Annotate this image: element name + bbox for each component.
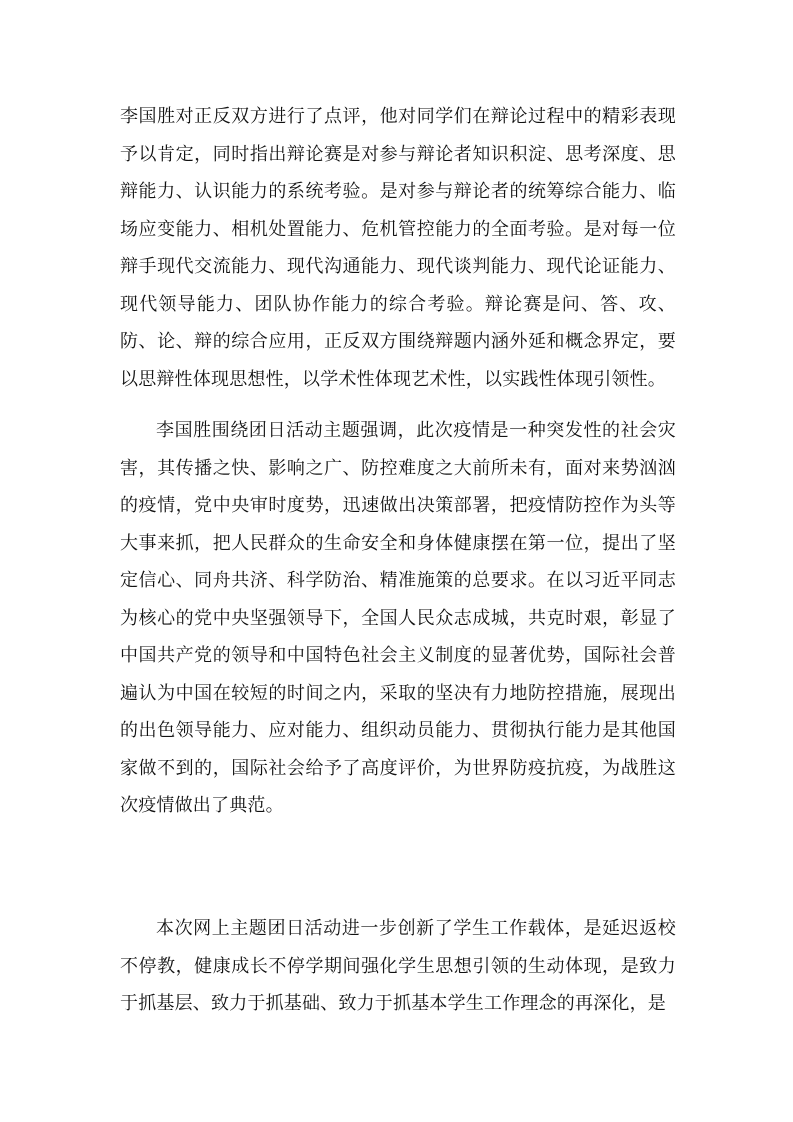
paragraph-league-activity: 本次网上主题团日活动进一步创新了学生工作载体，是延迟返校不停教，健康成长不停学期间强化学生思想引领的生动体现，是致力于抓基层、致力于抓基础、致力于抓基本学生工作理念的再深化，是	[120, 918, 676, 1014]
paragraph-debate-review: 李国胜对正反双方进行了点评，他对同学们在辩论过程中的精彩表现予以肯定，同时指出辩论赛是对参与辩论者知识积淀、思考深度、思辩能力、认识能力的系统考验。是对参与辩论者的统筹综合能力、临场应变能力、相机处置能力、危机管控能力的全面考验。是对每一位辩手现代交流能力、现代沟通能力、现代谈判能力、现代论证能力、现代领导能力、团队协作能力的综合考验。辩论赛是问、答、攻、防、论、辩的综合应用，正反双方围绕辩题内涵外延和概念界定，要以思辩性体现思想性，以学术性体现艺术性，以实践性体现引领性。	[120, 106, 676, 390]
paragraph-epidemic-response: 李国胜围绕团日活动主题强调，此次疫情是一种突发性的社会灾害，其传播之快、影响之广、防控难度之大前所未有，面对来势汹汹的疫情，党中央审时度势，迅速做出决策部署，把疫情防控作为头等大事来抓，把人民群众的生命安全和身体健康摆在第一位，提出了坚定信心、同舟共济、科学防治、精准施策的总要求。在以习近平同志为核心的党中央坚强领导下，全国人民众志成城，共克时艰，彰显了中国共产党的领导和中国特色社会主义制度的显著优势，国际社会普遍认为中国在较短的时间之内，采取的坚决有力地防控措施，展现出的出色领导能力、应对能力、组织动员能力、贯彻执行能力是其他国家做不到的，国际社会给予了高度评价，为世界防疫抗疫，为战胜这次疫情做出了典范。	[120, 420, 676, 816]
